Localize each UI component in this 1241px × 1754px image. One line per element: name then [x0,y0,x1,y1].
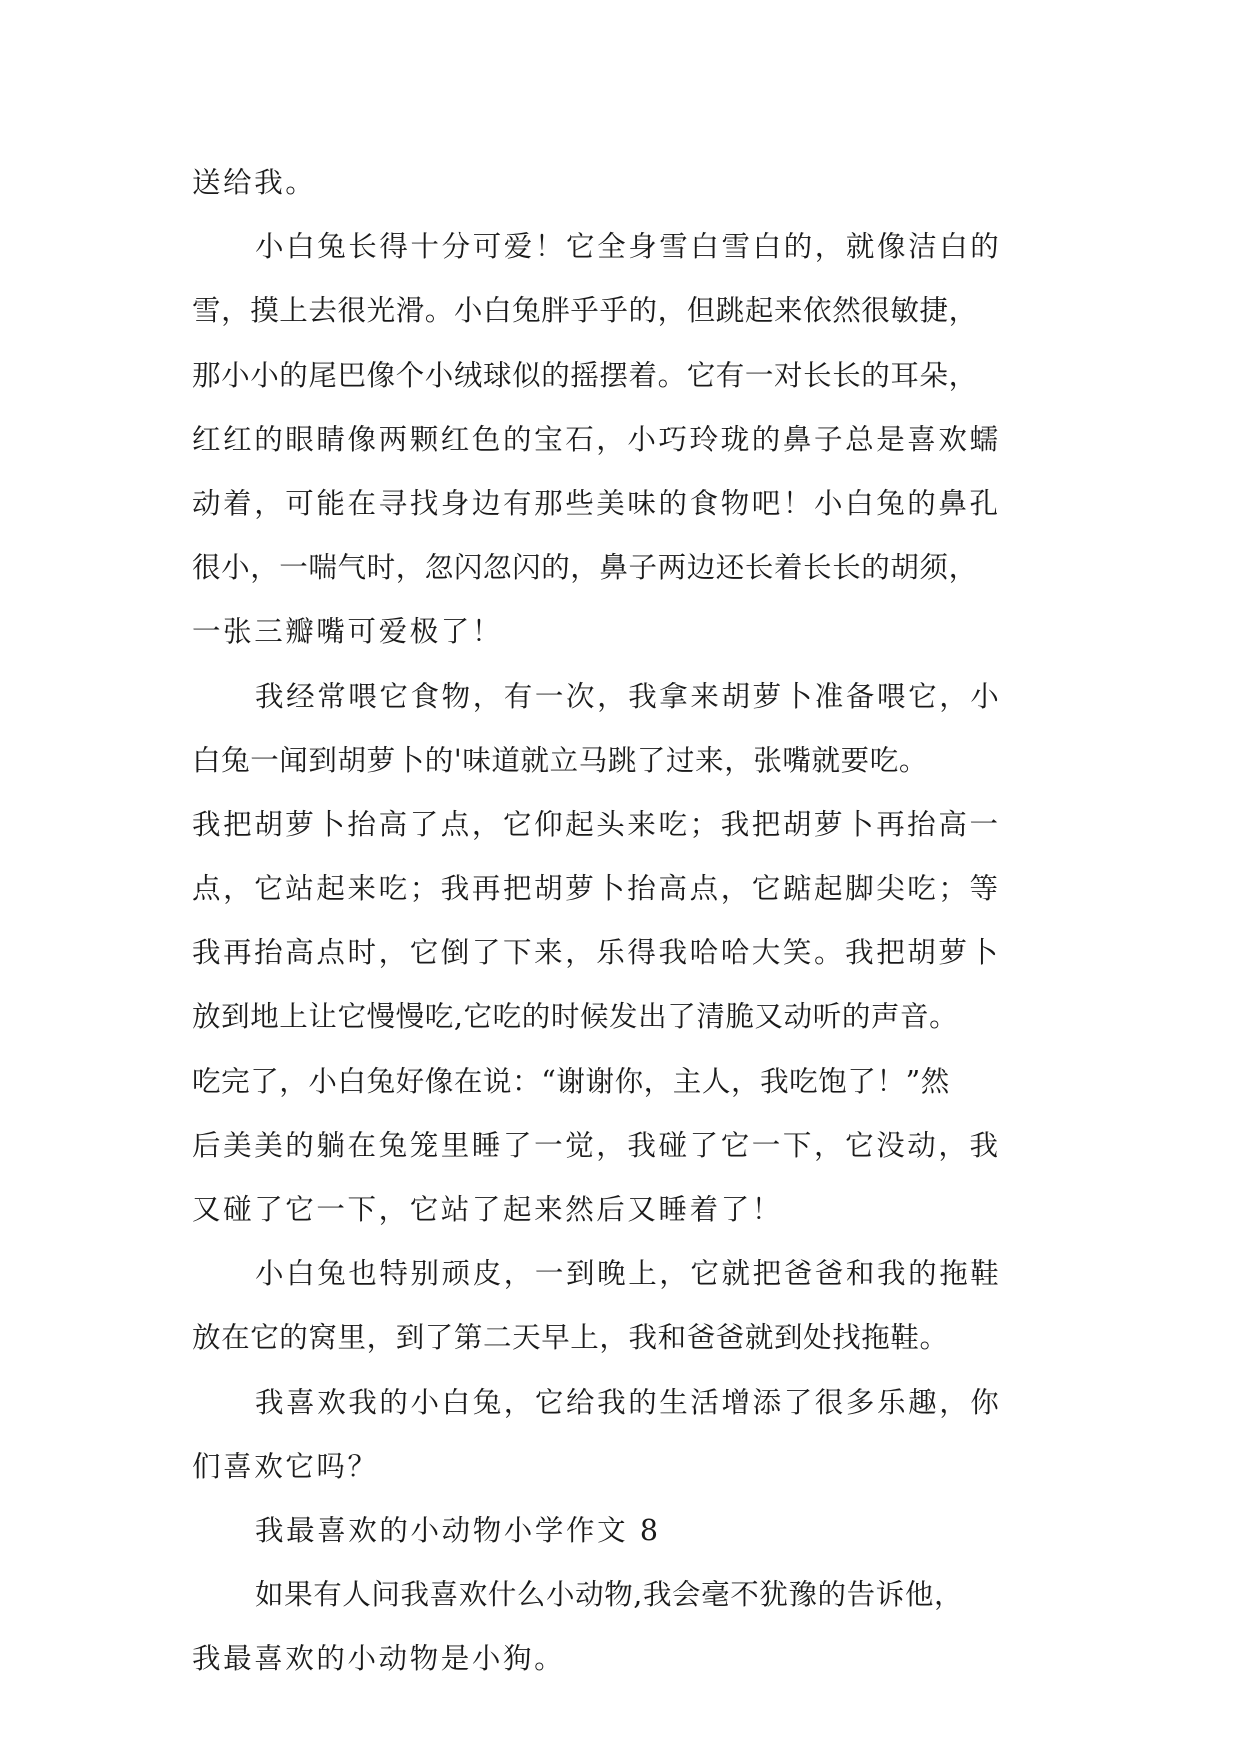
text-line: 那小小的尾巴像个小绒球似的摇摆着。它有一对长长的耳朵， [192,358,978,392]
text-line: 又碰了它一下，它站了起来然后又睡着了！ [192,1193,783,1226]
essay-body [192,151,1062,1692]
text-line: 们喜欢它吗？ [192,1449,379,1483]
paragraph-start-line: 我经常喂它食物，有一次，我拿来胡萝卜准备喂它，小 [255,679,1002,713]
text-line: 红红的眼睛像两颗红色的宝石，小巧玲珑的鼻子总是喜欢蠕 [192,422,1001,456]
section-heading: 我最喜欢的小动物小学作文 8 [255,1513,661,1547]
text-line: 点，它站起来吃；我再把胡萝卜抬高点，它踮起脚尖吃；等 [192,872,1001,906]
text-line: 我最喜欢的小动物是小狗。 [192,1642,566,1676]
text-line: 动着，可能在寻找身边有那些美味的食物吧！小白兔的鼻孔 [192,486,1001,520]
text-line: 很小，一喘气时，忽闪忽闪的，鼻子两边还长着长长的胡须， [192,551,978,585]
paragraph-start-line: 我喜欢我的小白兔，它给我的生活增添了很多乐趣，你 [255,1385,1002,1419]
paragraph-start-line: 小白兔长得十分可爱！它全身雪白雪白的，就像洁白的 [255,230,1002,264]
paragraph-start-line: 如果有人问我喜欢什么小动物,我会毫不犹豫的告诉他， [255,1578,964,1612]
text-line: 我再抬高点时，它倒了下来，乐得我哈哈大笑。我把胡萝卜 [192,936,1001,970]
text-line: 雪，摸上去很光滑。小白兔胖乎乎的，但跳起来依然很敏捷， [192,294,978,328]
text-line: 放到地上让它慢慢吃,它吃的时候发出了清脆又动听的声音。 [192,1000,959,1034]
paragraph-start-line: 小白兔也特别顽皮，一到晚上，它就把爸爸和我的拖鞋 [255,1257,1002,1291]
text-line: 放在它的窝里，到了第二天早上，我和爸爸就到处找拖鞋。 [192,1321,949,1355]
text-line: 白兔一闻到胡萝卜的'味道就立马跳了过来，张嘴就要吃。 [192,743,928,777]
text-line: 我把胡萝卜抬高了点，它仰起头来吃；我把胡萝卜再抬高一 [192,807,1001,841]
text-line: 一张三瓣嘴可爱极了！ [192,615,504,649]
text-line: 送给我。 [192,166,317,199]
text-line: 吃完了，小白兔好像在说：“谢谢你，主人，我吃饱了！”然 [192,1064,950,1098]
text-line: 后美美的躺在兔笼里睡了一觉，我碰了它一下，它没动，我 [192,1128,1001,1162]
